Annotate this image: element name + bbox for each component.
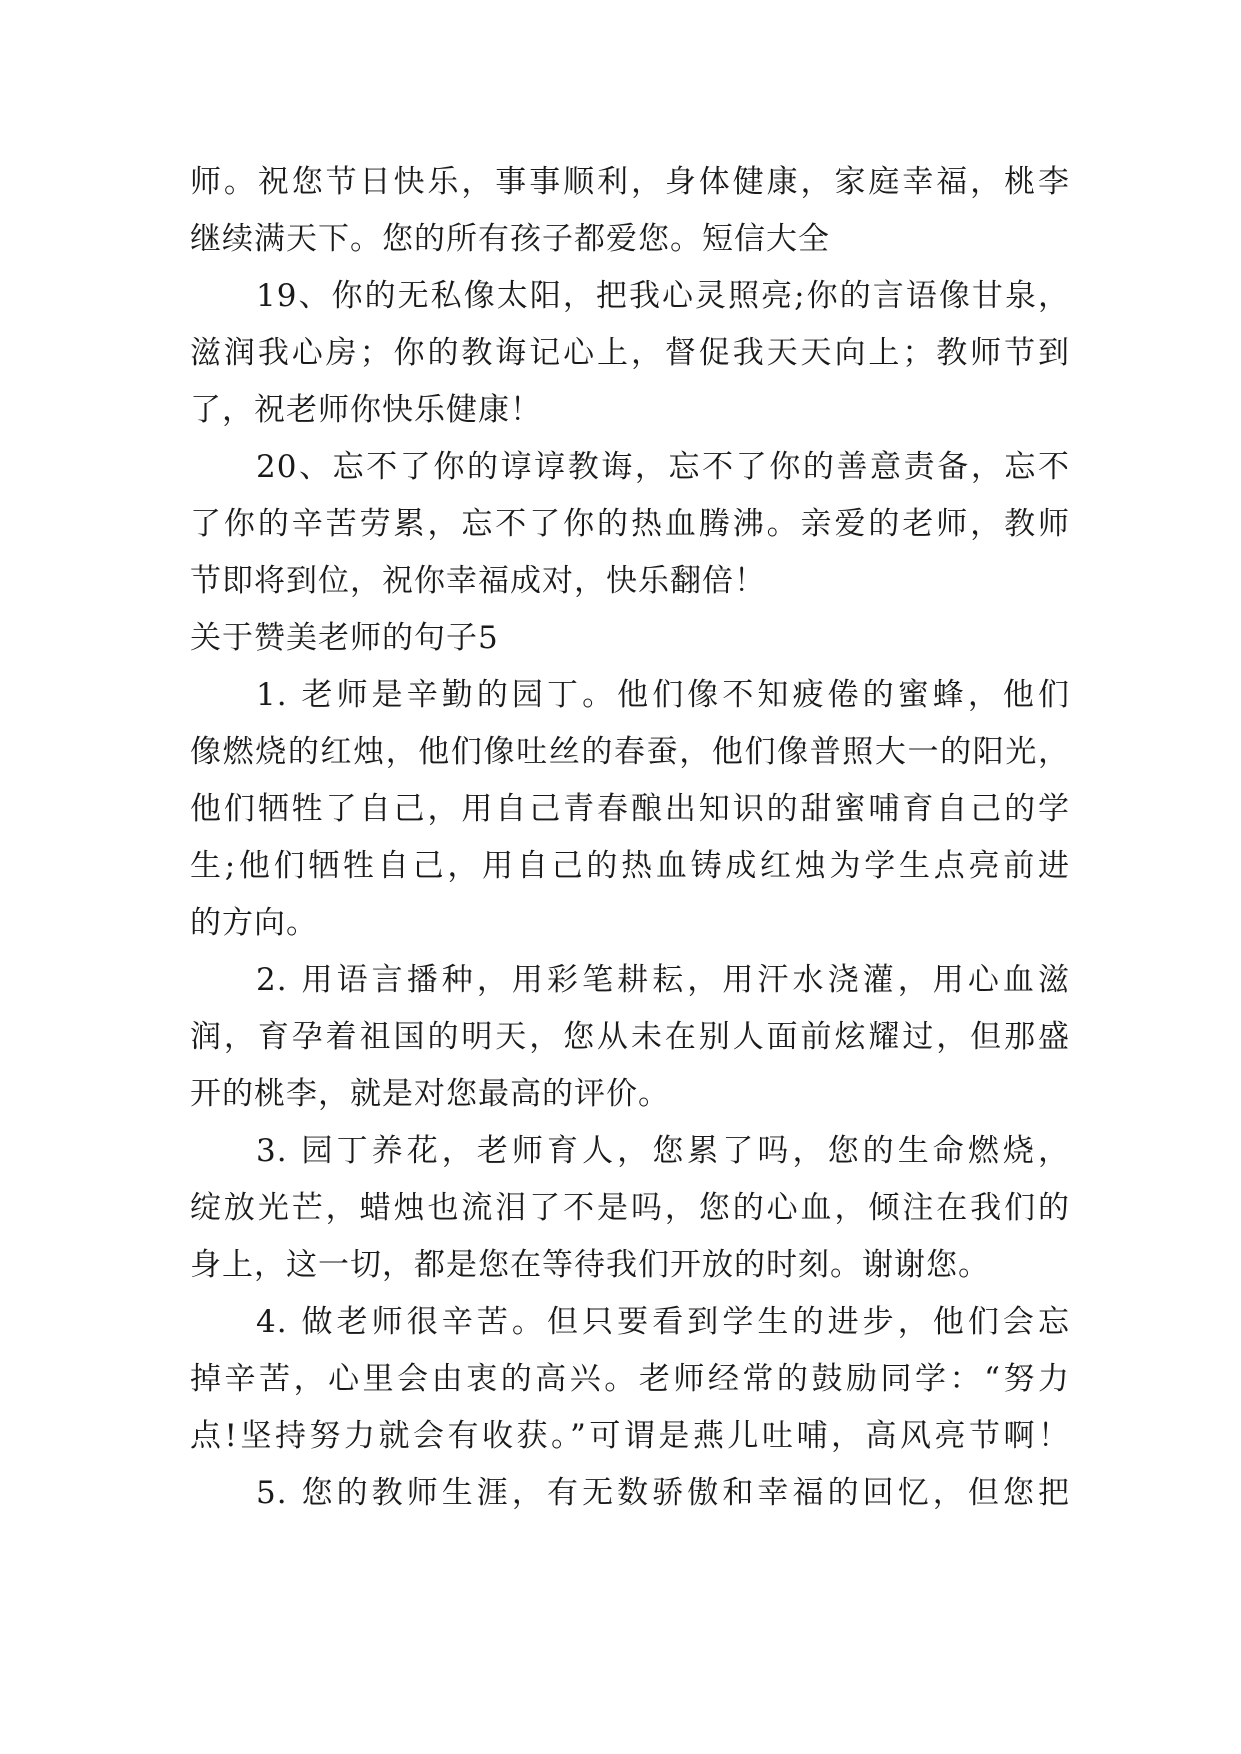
text-line: 绽放光芒，蜡烛也流泪了不是吗，您的心血，倾注在我们的 <box>190 1190 1070 1226</box>
text-line: 20、忘不了你的谆谆教诲，忘不了你的善意责备，忘不 <box>256 449 1070 485</box>
text-line: 2. 用语言播种，用彩笔耕耘，用汗水浇灌，用心血滋 <box>256 962 1070 998</box>
text-line: 了你的辛苦劳累，忘不了你的热血腾沸。亲爱的老师，教师 <box>190 506 1070 542</box>
text-line: 19、你的无私像太阳，把我心灵照亮;你的言语像甘泉， <box>256 278 1070 314</box>
text-line: 滋润我心房；你的教诲记心上，督促我天天向上；教师节到 <box>190 335 1070 371</box>
text-line: 开的桃李，就是对您最高的评价。 <box>190 1076 670 1112</box>
text-line: 他们牺牲了自己，用自己青春酿出知识的甜蜜哺育自己的学 <box>190 791 1070 827</box>
text-line: 了，祝老师你快乐健康！ <box>190 392 542 428</box>
text-line: 继续满天下。您的所有孩子都爱您。短信大全 <box>190 221 830 257</box>
text-line: 3. 园丁养花，老师育人，您累了吗，您的生命燃烧， <box>256 1133 1070 1169</box>
text-line: 5. 您的教师生涯，有无数骄傲和幸福的回忆，但您把 <box>256 1475 1070 1511</box>
text-line: 掉辛苦，心里会由衷的高兴。老师经常的鼓励同学：“努力 <box>190 1361 1070 1397</box>
text-line: 身上，这一切，都是您在等待我们开放的时刻。谢谢您。 <box>190 1247 990 1283</box>
text-line: 像燃烧的红烛，他们像吐丝的春蚕，他们像普照大一的阳光， <box>190 734 1070 770</box>
section-heading: 关于赞美老师的句子5 <box>190 620 499 656</box>
text-line: 1. 老师是辛勤的园丁。他们像不知疲倦的蜜蜂，他们 <box>256 677 1070 713</box>
text-line: 4. 做老师很辛苦。但只要看到学生的进步，他们会忘 <box>256 1304 1070 1340</box>
text-line: 的方向。 <box>190 905 318 941</box>
text-line: 师。祝您节日快乐，事事顺利，身体健康，家庭幸福，桃李 <box>190 164 1070 200</box>
text-line: 生;他们牺牲自己，用自己的热血铸成红烛为学生点亮前进 <box>190 848 1070 884</box>
text-line: 润，育孕着祖国的明天，您从未在别人面前炫耀过，但那盛 <box>190 1019 1070 1055</box>
text-line: 点!坚持努力就会有收获。”可谓是燕儿吐哺，高风亮节啊！ <box>190 1418 1070 1454</box>
text-line: 节即将到位，祝你幸福成对，快乐翻倍！ <box>190 563 766 599</box>
